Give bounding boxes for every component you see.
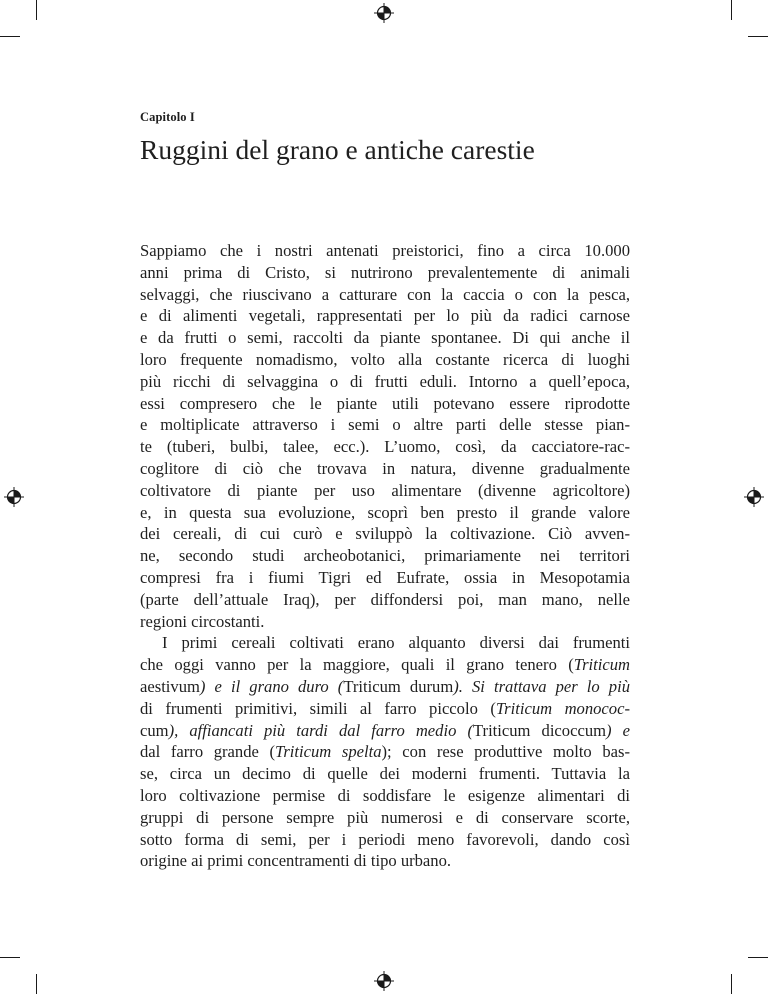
text-run: loro coltivazione permise di soddisfare le esigenze alimentari di xyxy=(140,785,630,805)
crop-mark-br-h xyxy=(748,957,768,958)
text-run: che oggi vanno per la maggiore, quali il grano tenero ( xyxy=(140,655,574,675)
text-run: e moltiplicate attraverso i semi o altre parti delle stesse pian- xyxy=(140,415,630,435)
text-line xyxy=(140,632,630,654)
text-line xyxy=(140,763,630,785)
text-run: selvaggi, che riuscivano a catturare con la caccia o con la pesca, xyxy=(140,284,630,304)
text-line xyxy=(140,371,630,393)
text-line xyxy=(140,807,630,829)
text-line xyxy=(140,567,630,589)
text-line xyxy=(140,785,630,807)
italic-term: ). Si trattava per lo più xyxy=(453,676,630,696)
crop-mark-bl-v xyxy=(36,974,37,994)
crop-mark-bl-h xyxy=(0,957,20,958)
text-line xyxy=(140,589,630,611)
text-run: gruppi di persone sempre più numerosi e di conservare scorte, xyxy=(140,807,630,827)
text-run: I primi cereali coltivati erano alquanto diversi dai frumenti xyxy=(162,633,630,653)
registration-mark-top-icon xyxy=(373,2,395,24)
text-line xyxy=(140,414,630,436)
text-run: e, in questa sua evoluzione, scoprì ben presto il grande valore xyxy=(140,502,630,522)
text-line xyxy=(140,436,630,458)
italic-term: Triticum xyxy=(573,655,630,675)
crop-mark-br-v xyxy=(731,974,732,994)
text-run: aestivum xyxy=(140,676,200,696)
text-line xyxy=(140,850,630,872)
body-text xyxy=(140,240,630,872)
italic-term: ) e xyxy=(606,720,631,740)
text-run: Triticum dicoccum xyxy=(472,720,607,740)
text-run: di frumenti primitivi, simili al farro piccolo ( xyxy=(140,698,496,718)
text-run: ); con rese produttive molto bas- xyxy=(381,742,630,762)
text-line xyxy=(140,284,630,306)
text-run: cum xyxy=(140,720,169,740)
crop-mark-tl-v xyxy=(36,0,37,20)
text-run: te (tuberi, bulbi, talee, ecc.). L’uomo, così, da cacciatore-rac- xyxy=(140,437,630,457)
text-line xyxy=(140,523,630,545)
text-run: dei cereali, di cui curò e sviluppò la coltivazione. Ciò avven- xyxy=(140,524,630,544)
text-line xyxy=(140,502,630,524)
text-line xyxy=(140,349,630,371)
text-line xyxy=(140,829,630,851)
text-line xyxy=(140,720,630,742)
text-run: e di alimenti vegetali, rappresentati per lo più da radici carnose xyxy=(140,306,630,326)
text-line xyxy=(140,480,630,502)
registration-mark-right-icon xyxy=(743,486,765,508)
text-run: essi compresero che le piante utili potevano essere riprodotte xyxy=(140,393,630,413)
italic-term: ) e il grano duro ( xyxy=(199,676,344,696)
text-line xyxy=(140,393,630,415)
text-line xyxy=(140,698,630,720)
text-line xyxy=(140,611,630,633)
text-run: anni prima di Cristo, si nutrirono prevalentemente di animali xyxy=(140,262,630,282)
text-run: regioni circostanti. xyxy=(140,611,265,631)
italic-term: Triticum monococ- xyxy=(495,698,630,718)
registration-mark-left-icon xyxy=(3,486,25,508)
chapter-title: Ruggini del grano e antiche carestie xyxy=(140,134,535,165)
text-run: loro frequente nomadismo, volto alla costante ricerca di luoghi xyxy=(140,349,630,369)
text-run: origine ai primi concentramenti di tipo urbano. xyxy=(140,851,452,871)
text-line xyxy=(140,305,630,327)
text-run: sotto forma di semi, per i periodi meno favorevoli, dando così xyxy=(140,829,630,849)
text-line xyxy=(140,327,630,349)
text-run: coglitore di ciò che trovava in natura, divenne gradualmente xyxy=(140,458,630,478)
text-line xyxy=(140,654,630,676)
text-run: dal farro grande ( xyxy=(140,742,276,762)
crop-mark-tr-v xyxy=(731,0,732,20)
italic-term: Triticum spelta xyxy=(275,742,382,762)
text-line xyxy=(140,676,630,698)
text-run: (parte dell’attuale Iraq), per diffondersi poi, man mano, nelle xyxy=(140,589,630,609)
text-line xyxy=(140,545,630,567)
text-run: Triticum durum xyxy=(343,676,454,696)
crop-mark-tr-h xyxy=(748,36,768,37)
text-line xyxy=(140,240,630,262)
text-run: ne, secondo studi archeobotanici, primariamente nei territori xyxy=(140,546,630,566)
text-run: coltivatore di piante per uso alimentare (divenne agricoltore) xyxy=(140,480,630,500)
text-run: se, circa un decimo di quelle dei moderni frumenti. Tuttavia la xyxy=(140,764,630,784)
text-line xyxy=(140,458,630,480)
italic-term: ), affiancati più tardi dal farro medio ( xyxy=(168,720,473,740)
chapter-label: Capitolo I xyxy=(140,110,195,124)
text-run: più ricchi di selvaggina o di frutti eduli. Intorno a quell’epoca, xyxy=(140,371,630,391)
text-run: e da frutti o semi, raccolti da piante spontanee. Di qui anche il xyxy=(140,328,630,348)
text-line xyxy=(140,262,630,284)
text-line xyxy=(140,741,630,763)
crop-mark-tl-h xyxy=(0,36,20,37)
text-run: Sappiamo che i nostri antenati preistorici, fino a circa 10.000 xyxy=(140,241,630,260)
registration-mark-bottom-icon xyxy=(373,970,395,992)
text-run: compresi fra i fiumi Tigri ed Eufrate, ossia in Mesopotamia xyxy=(140,567,630,587)
